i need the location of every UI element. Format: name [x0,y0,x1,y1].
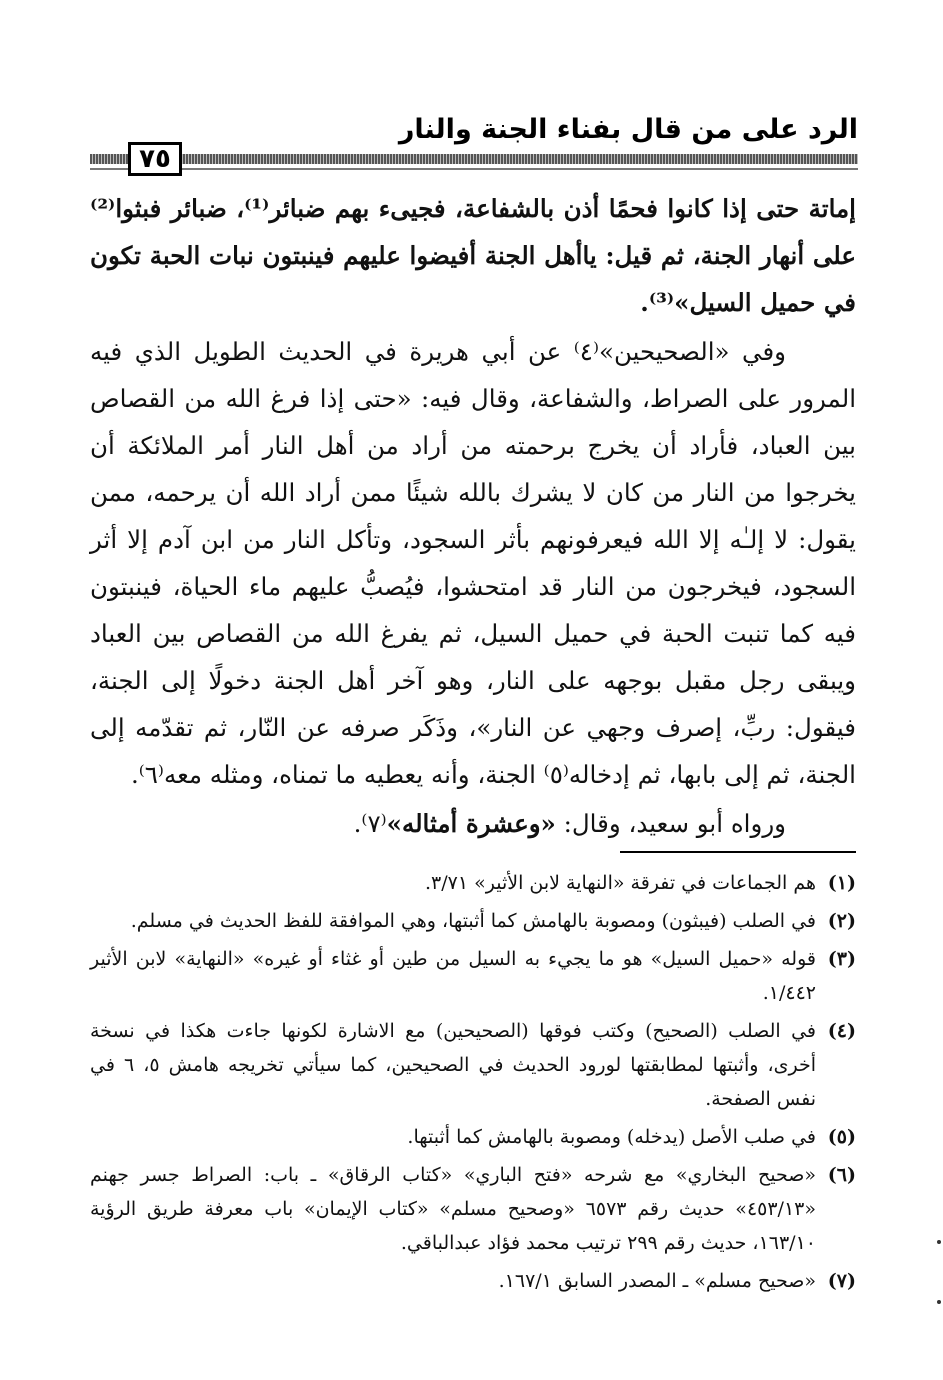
footnote-number: (٦) [827,1164,856,1186]
header-rule [90,154,858,164]
footnote [90,942,856,1010]
footnote-number: (٣) [827,948,856,970]
header-rule-thin [90,168,858,170]
paragraph-3-suffix: ⁽٧⁾. [353,809,387,838]
footnote-text: «صحيح مسلم» ـ المصدر السابق ١٦٧/١. [498,1270,816,1292]
footnote-text: «صحيح البخاري» مع شرحه «فتح الباري» «كتاب الرقاق» ـ باب: الصراط جسر جهنم «٤٥٣/١٣» حديث رقم ٦٥٧٣ «وصحيح مسلم» «كتاب الإيمان» باب معرفة طريق الرؤية ١٦٣/١٠، حديث رقم ٢٩٩ ترتيب محمد فؤاد عبدالباقي. [90,1164,816,1254]
paragraph-3-prefix: ورواه أبو سعيد، وقال: [555,809,786,838]
footnote-number: (٤) [827,1020,856,1042]
footnote-number: (١) [827,872,856,894]
scan-speck [937,1240,941,1244]
paragraph-3 [90,800,856,847]
main-text [90,185,856,847]
footnote-text: هم الجماعات في تفرقة «النهاية لابن الأثير» ٣/٧١. [425,872,816,894]
paragraph-2: وفي «الصحيحين»⁽٤⁾ عن أبي هريرة في الحديث الطويل الذي فيه المرور على الصراط، والشفاعة، وقال فيه: «حتى إذا فرغ الله من القصاص بين العباد، فأراد أن يخرج برحمته من أراد من أهل النار أمر الملائكة أن يخرجوا من النار من كان لا يشرك بالله شيئًا ممن أراد الله أن يرحمه، ممن يقول: لا إلـٰه إلا الله فيعرفونهم بأثر السجود، وتأكل النار من ابن آدم إلا أثر السجود، فيخرجون من النار قد امتحشوا، فيُصبُّ عليهم ماء الحياة، فينبتون فيه كما تنبت الحبة في حميل السيل، ثم يفرغ الله من القصاص بين العباد ويبقى رجل مقبل بوجهه على النار، وهو آخر أهل الجنة دخولًا إلى الجنة، فيقول: ربِّ، إصرف وجهي عن النار»، وذَكَر صرفه عن النّار، ثم تقدّمه إلى الجنة، ثم إلى بابها، ثم إدخاله⁽٥⁾ الجنة، وأنه يعطيه ما تمناه، ومثله معه⁽٦⁾. [90,337,856,789]
footnote [90,866,856,900]
page-number: ٧٥ [128,142,182,176]
paragraph-1: إماتة حتى إذا كانوا فحمًا أذن بالشفاعة، فجيىء بهم ضبائر⁽¹⁾، ضبائر فبثوا⁽²⁾ على أنهار الجنة، ثم قيل: ياأهل الجنة أفيضوا عليهم فينبتون نبات الحبة تكون في حميل السيل»⁽³⁾. [90,194,856,317]
footnote [90,1158,856,1260]
footnote-text: في الصلب (فيبثون) ومصوبة بالهامش كما أثبتها، وهي الموافقة للفظ الحديث في مسلم. [130,910,816,932]
footnote-text: في الصلب (الصحيح) وكتب فوقها (الصحيحين) مع الاشارة لكونها جاءت هكذا في نسخة أخرى، وأثبتها لمطابقتها لورود الحديث في الصحيحين، كما سيأتي تخريجه هامش ٥، ٦ في نفس الصفحة. [90,1020,816,1110]
footnote-number: (٢) [827,910,856,932]
footnote-number: (٧) [827,1270,856,1292]
running-title: الرد على من قال بفناء الجنة والنار [398,114,858,145]
page-header [90,112,858,176]
footnote-separator [620,851,856,853]
paragraph-3-quote: «وعشرة أمثاله» [386,809,556,838]
footnote-number: (٥) [827,1126,856,1148]
footnote [90,904,856,938]
scan-speck [937,1300,941,1304]
footnote [90,1120,856,1154]
footnote [90,1014,856,1116]
footnote-text: قوله «حميل السيل» هو ما يجيء به السيل من طين أو غثاء أو غيره» «النهاية» لابن الأثير ١/٤٤٢. [90,948,816,1004]
footnote-text: في صلب الأصل (يدخله) ومصوبة بالهامش كما أثبتها. [407,1126,816,1148]
footnotes [90,866,856,1302]
footnote [90,1264,856,1298]
